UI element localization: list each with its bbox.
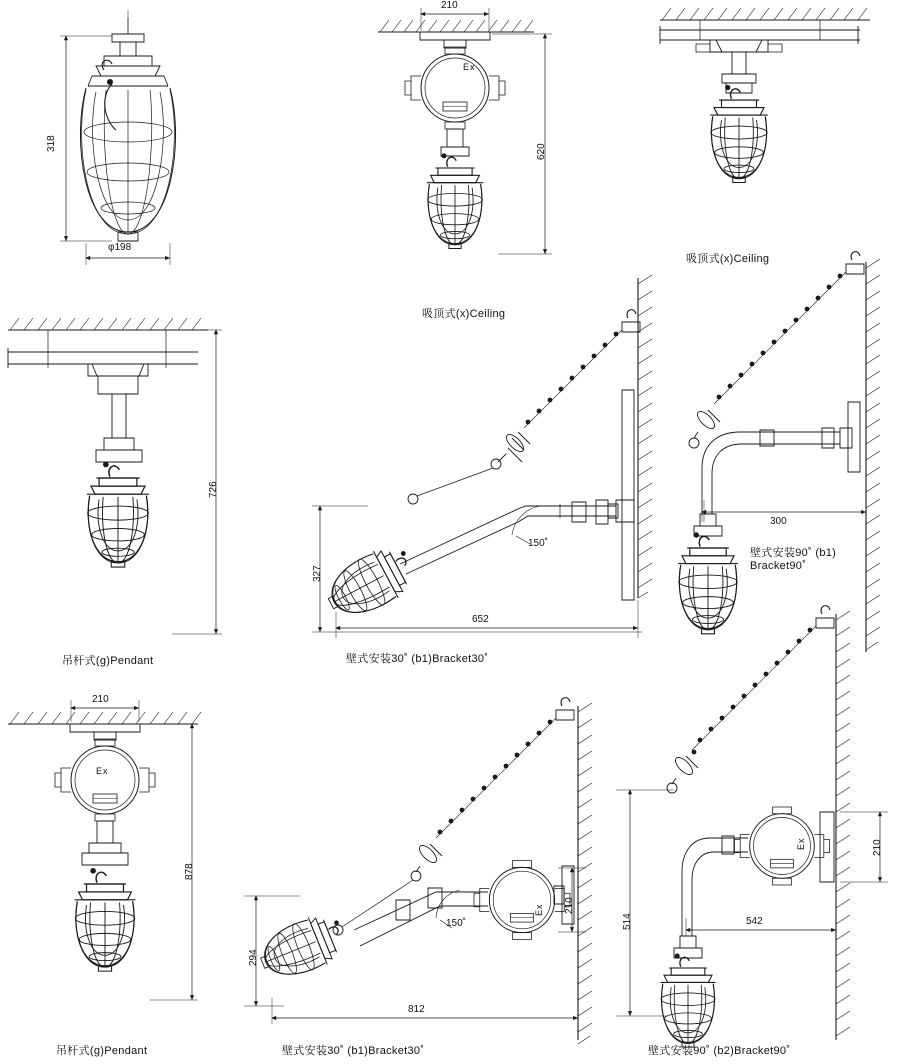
caption-bracket30-bottom: 壁式安装30˚ (b1)Bracket30˚ [282, 1045, 425, 1057]
dim-210-bracket30: 210 [564, 897, 575, 914]
dim-294: 294 [248, 949, 259, 966]
dim-542: 542 [746, 916, 763, 927]
ex-label-bracket90: Ex [796, 837, 806, 850]
caption-pendant-bottom: 吊杆式(g)Pendant [56, 1045, 148, 1057]
dim-210-bracket90: 210 [872, 839, 883, 856]
figure-bracket90-b1-right [678, 252, 880, 652]
dim-812: 812 [408, 1004, 425, 1015]
ex-label-ceiling: Ex [463, 62, 476, 72]
caption-bracket90-b1-line1: 壁式安装90˚ (b1) [750, 547, 837, 559]
angle-150-mid: 150˚ [528, 538, 549, 549]
figure-pendant-g-bottom [8, 700, 201, 1000]
angle-150-bottom: 150˚ [446, 918, 467, 929]
figure-ceiling-x-right [660, 8, 870, 183]
dim-652: 652 [472, 614, 489, 625]
dim-514: 514 [622, 913, 633, 930]
dim-210-top: 210 [441, 0, 458, 11]
figure-bracket90-b2-bottom [616, 606, 888, 1048]
caption-ceiling-x-top: 吸顶式(x)Ceiling [422, 308, 506, 320]
dim-620: 620 [536, 143, 547, 160]
figure-ceiling-x-top [378, 8, 552, 254]
figure-dimensions [60, 10, 176, 265]
figure-pendant-g-left [8, 318, 222, 634]
caption-ceiling-x-right: 吸顶式(x)Ceiling [686, 253, 770, 265]
dim-198: φ198 [108, 242, 132, 253]
ex-label-bracket30: Ex [534, 903, 544, 916]
caption-bracket30-mid: 壁式安装30˚ (b1)Bracket30˚ [346, 653, 489, 665]
figure-bracket30-b1-middle [312, 275, 652, 638]
figure-bracket30-b1-bottom [244, 698, 592, 1044]
caption-bracket90-b2-bottom: 壁式安装90˚ (b2)Bracket90˚ [648, 1045, 791, 1057]
dim-300: 300 [770, 516, 787, 527]
dim-878: 878 [184, 863, 195, 880]
dim-327: 327 [312, 565, 323, 582]
dim-726: 726 [208, 481, 219, 498]
dim-318: 318 [46, 135, 57, 152]
ex-label-pendant: Ex [96, 766, 109, 776]
dim-210-bottom-left: 210 [92, 694, 109, 705]
caption-bracket90-b1-line2: Bracket90˚ [750, 560, 807, 572]
caption-pendant-left: 吊杆式(g)Pendant [62, 655, 154, 667]
